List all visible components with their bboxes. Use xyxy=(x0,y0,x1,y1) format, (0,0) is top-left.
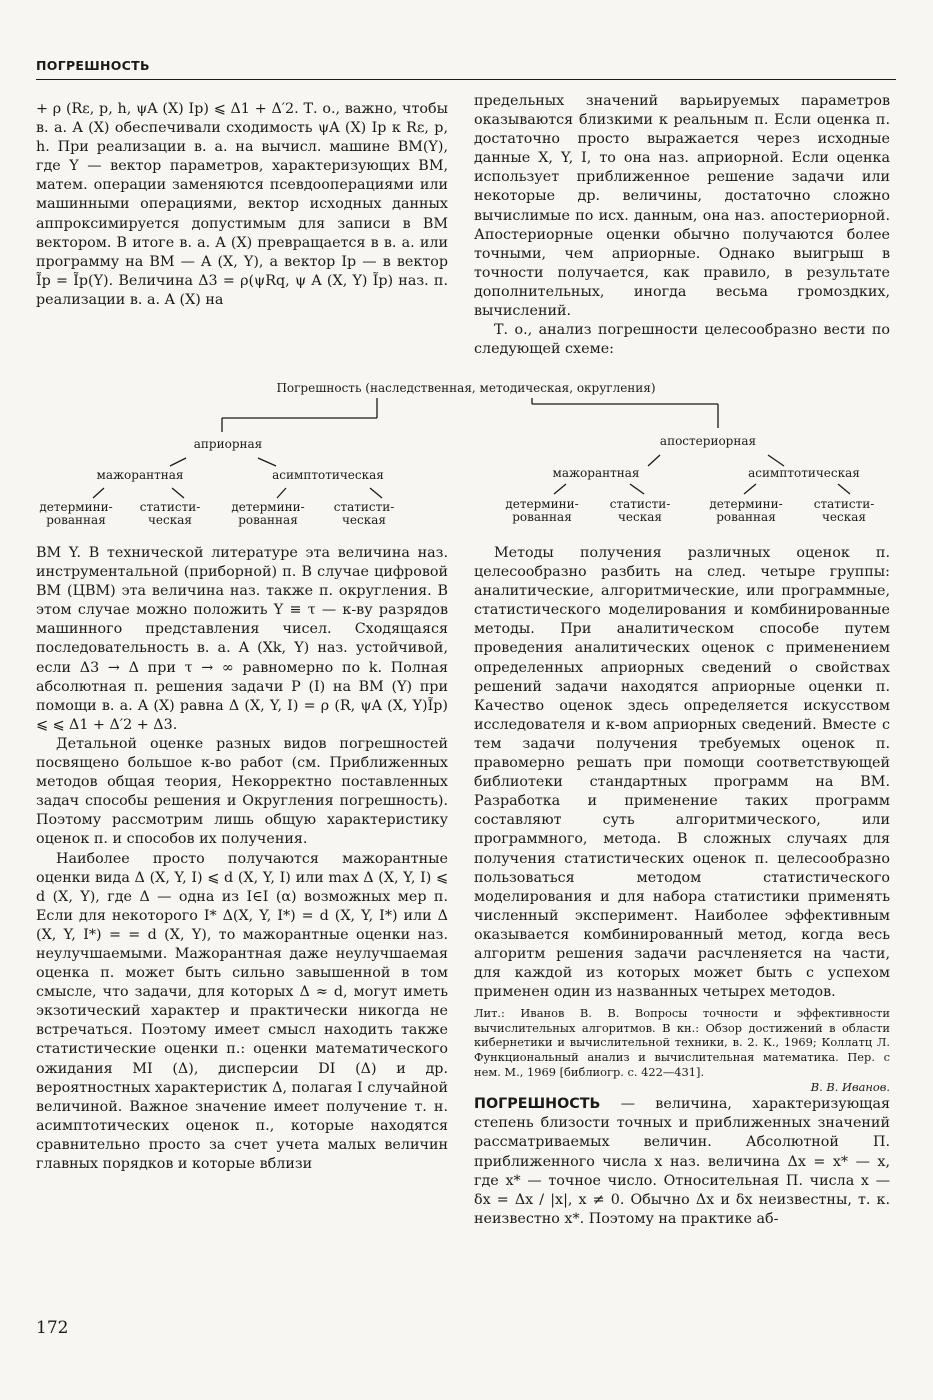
author-signature: В. В. Иванов. xyxy=(810,1080,890,1095)
connector-line xyxy=(370,488,382,498)
entry-headword: ПОГРЕШНОСТЬ xyxy=(474,1096,601,1113)
connector-line xyxy=(93,488,104,498)
diagram-deterministic: детермини- рованная xyxy=(709,497,783,524)
diagram-aposteriori: апостериорная xyxy=(659,434,757,448)
paragraph: Детальной оценке разных видов погрешностей посвящено большое к-во работ (см. Приближенных методов общая теория, Некорректно поставленных задач способы решения и Округления погрешность). Поэтому рассмотрим лишь общую характеристику оценок п. и способов их получения. xyxy=(36,735,448,848)
diagram-majorant: мажорантная xyxy=(96,468,184,482)
page-number: 172 xyxy=(36,1318,69,1338)
diagram-deterministic: детермини- рованная xyxy=(505,497,579,524)
running-title: ПОГРЕШНОСТЬ xyxy=(36,58,150,73)
connector-line xyxy=(768,455,784,466)
column-top-right xyxy=(474,92,890,359)
diagram-statistical: статисти- ческая xyxy=(609,497,671,524)
connector-line xyxy=(744,484,756,494)
column-top-left xyxy=(36,100,448,310)
paragraph: + ρ (Rε, p, h, ψA (X) Ip) ⩽ Δ1 + Δ′2. Т. о., важно, чтобы в. а. A (X) обеспечивали сходимость ψA (X) Ip к Rε, p, h. При реализации в. а. на вычисл. машине ВМ(Y), где Y — вектор параметров, характеризующих ВМ, матем. операции заменяются псевдооперациями или машинными операциями, вектор исходных данных аппроксимируется допустимым для записи в ВМ вектором. В итоге в. а. A (X) превращается в в. а. или программу на ВМ — A (X, Y), а вектор Ip — в вектор Ĩp = Ĩp(Y). Величина Δ3 = ρ(ψRq, ψ A (X, Y) Ĩp) наз. п. реализации в. а. A (X) на xyxy=(36,101,448,308)
diagram-apriori: априорная xyxy=(193,437,263,451)
connector-line xyxy=(170,458,186,466)
connector-line xyxy=(838,484,850,494)
diagram-deterministic: детермини- рованная xyxy=(231,500,305,527)
paragraph: предельных значений варьируемых параметров оказываются близкими к реальным п. Если оценка п. достаточно просто выражается через исходные данные X, Y, I, то она наз. априорной. Если оценка использует приближенное решение задачи или некоторые др. величины, достаточно сложно вычислимые по исх. данным, она наз. апостериорной. Апостериорные оценки обычно получаются более точными, чем априорные. Однако выигрыш в точности получается, как правило, в результате дополнительных, иногда весьма громоздких, вычислений. xyxy=(474,93,890,320)
paragraph: Т. о., анализ погрешности целесообразно вести по следующей схеме: xyxy=(474,322,890,358)
header-rule xyxy=(36,79,896,80)
connector-line xyxy=(630,484,644,494)
connector-line xyxy=(172,488,184,498)
diagram-asymptotic: асимптотическая xyxy=(748,466,860,480)
column-bottom-left xyxy=(36,544,448,1174)
entry-pogreshnost xyxy=(474,1095,890,1229)
paragraph: ВМ Y. В технической литературе эта величина наз. инструментальной (приборной) п. В случае цифровой ВМ (ЦВМ) эта величина наз. также п. округления. В этом случае можно положить Y ≡ τ — к-ву разрядов машинного представления чисел. Сходящаяся последовательность в. а. A (Xk, Y) наз. устойчивой, если Δ3 → Δ при τ → ∞ равномерно по k. Полная абсолютная п. решения задачи P (I) на ВМ (Y) при помощи в. а. A (X) равна Δ (X, Y, I) = ρ (R, ψA (X, Y)Ĩp) ⩽ ⩽ Δ1 + Δ′2 + Δ3. xyxy=(36,545,448,733)
connector-line xyxy=(648,455,660,466)
diagram-deterministic: детермини- рованная xyxy=(39,500,113,527)
diagram-statistical: статисти- ческая xyxy=(139,500,201,527)
diagram-statistical: статисти- ческая xyxy=(813,497,875,524)
entry-text: — величина, характеризующая степень близости точных и приближенных значений рассматриваемых величин. Абсолютной П. приближенного числа x наз. величина Δx = x* — x, где x* — точное число. Относительная П. числа x — δx = Δx / |x|, x ≠ 0. Обычно Δx и δx неизвестны, т. к. неизвестно x*. Поэтому на практике аб- xyxy=(474,1096,890,1227)
diagram-majorant: мажорантная xyxy=(552,466,640,480)
connector-line xyxy=(277,488,286,498)
column-bottom-right xyxy=(474,544,890,1229)
diagram-asymptotic: асимптотическая xyxy=(272,468,384,482)
paragraph: Наиболее просто получаются мажорантные оценки вида Δ (X, Y, I) ⩽ d (X, Y, I) или max Δ (X, Y, I) ⩽ d (X, Y), где Δ — одна из I∈I (α) возможных мер п. Если для некоторого I* Δ(X, Y, I*) = d (X, Y, I*) или Δ (X, Y, I*) = = d (X, Y), то мажорантные оценки наз. неулучшаемыми. Мажорантная даже неулучшаемая оценка п. может быть сильно завышенной в том смысле, что задачи, для которых Δ ≈ d, могут иметь экзотический характер и практически никогда не встречаться. Поэтому имеет смысл находить также статистические оценки п.: оценки математического ожидания MI (Δ), дисперсии DI (Δ) и др. вероятностных характеристик Δ, полагая I случайной величиной. Важное значение имеет получение т. н. асимптотических оценок п., которые находятся сравнительно просто за счет учета малых величин главных порядков и которые вблизи xyxy=(36,850,448,1172)
diagram-statistical: статисти- ческая xyxy=(333,500,395,527)
connector-line xyxy=(258,458,276,466)
diagram-root: Погрешность (наследственная, методическая, округления) xyxy=(276,381,656,395)
references: Лит.: Иванов В. В. Вопросы точности и эффективности вычислительных алгоритмов. В кн.: Обзор достижений в области кибернетики и вычислительной техники, в. 2. К., 1969; Коллатц Л. Функциональный анализ и вычислительная математика. Пер. с нем. М., 1969 [библиогр. с. 422—431]. xyxy=(474,1006,890,1079)
connector-line xyxy=(554,484,566,494)
paragraph: Методы получения различных оценок п. целесообразно разбить на след. четыре группы: аналитические, алгоритмические, или программные, статистического моделирования и комбинированные методы. При аналитическом способе путем проведения аналитических оценок с применением определенных априорных сведений о свойствах решений задачи находятся априорные оценки п. Качество оценок здесь определяется искусством исследователя и к-вом априорных сведений. Вместе с тем задачи получения требуемых оценок п. правомерно решать при помощи соответствующей библиотеки стандартных программ на ВМ. Разработка и применение таких программ составляют суть алгоритмического, или программного, метода. В сложных случаях для получения статистических оценок п. целесообразно пользоваться методом статистического моделирования и для набора статистики применять численный эксперимент. Наиболее эффективным оказывается комбинированный метод, когда весь алгоритм решения задачи расчленяется на части, для каждой из которых может быть с успехом применен один из названных четырех методов. xyxy=(474,545,890,1001)
